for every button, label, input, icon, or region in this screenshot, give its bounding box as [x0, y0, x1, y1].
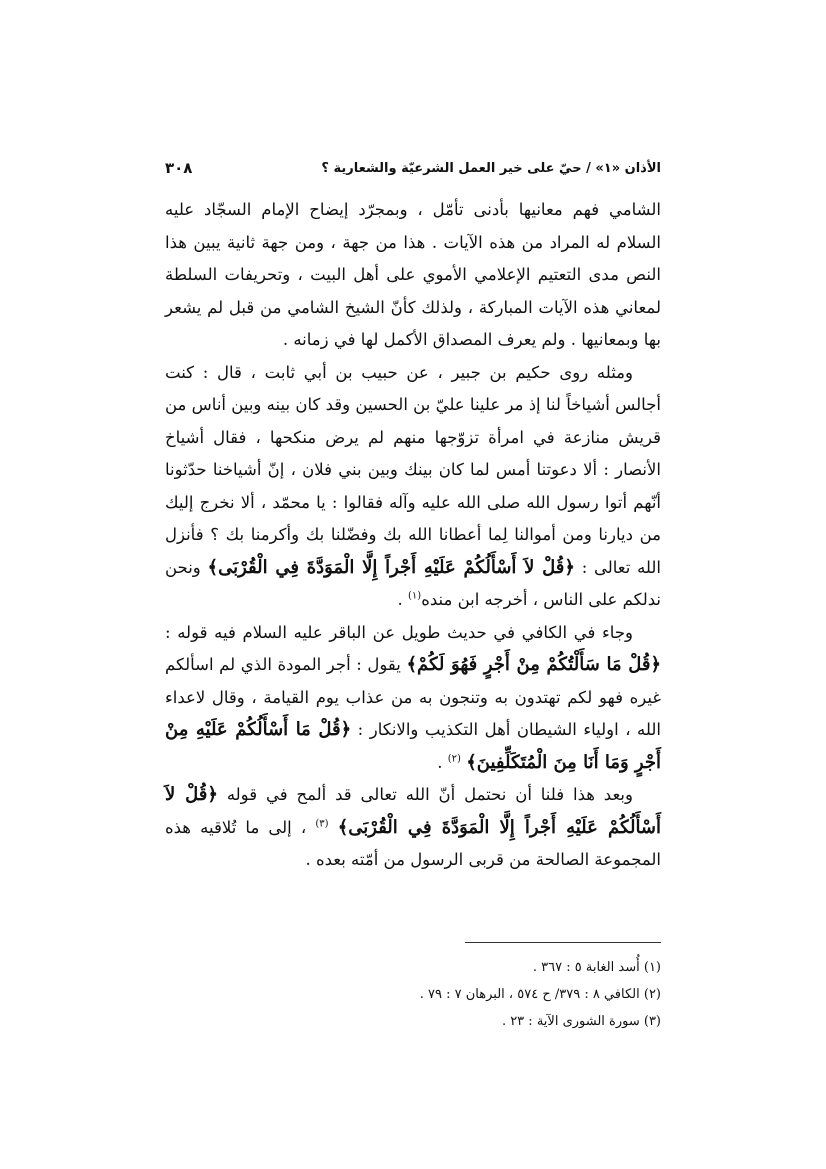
footnote-ref-2: (٢) [447, 753, 461, 764]
paragraph-4 [165, 779, 661, 877]
paragraph-4-text-a: وبعد هذا فلنا أن نحتمل أنّ الله تعالى قد ألمح في قوله [226, 785, 633, 804]
page-header [165, 155, 661, 181]
quran-verse-4: ﴿قُلْ لاَ أَسْأَلُكُمْ عَلَيْهِ أَجْراً إِلَّا الْمَوَدَّةَ فِي الْقُرْبَى﴾ [165, 784, 662, 838]
body-text [165, 194, 661, 877]
quran-verse-3: ﴿قُلْ مَا أَسْأَلُكُمْ عَلَيْهِ مِنْ أَجْرٍ وَمَا أَنَا مِنَ الْمُتَكَلِّفِينَ﴾ [165, 719, 661, 773]
footnote-divider [465, 942, 661, 943]
page-number: ٣٠٨ [165, 159, 193, 177]
footnote-1: (١) أُسد الغابة ٥ : ٣٦٧ . [532, 960, 661, 975]
paragraph-1 [165, 194, 661, 357]
paragraph-3-end: . [437, 752, 448, 772]
paragraph-2-end: . [397, 590, 409, 609]
paragraph-3-text-b: يقول : أجر المودة الذي لم اسألكم غيره فهو لكم تهتدون به وتنجون به من عذاب يوم القيامة ، وقال لاعداء الله ، اولياء الشيطان أهل التكذيب والانكار : [165, 655, 661, 739]
footnote-ref-3: (٣) [315, 818, 329, 829]
paragraph-2-text-a: ومثله روى حكيم بن جبير ، عن حبيب بن أبي ثابت ، قال : كنت أجالس أشياخاً لنا إذ مر علينا عليّ بن الحسين وقد كان بينه وبين أناس من قريش منازعة في امرأة تزوّجها منهم لم يرض منكحها ، فقال أشياخ الأنصار : ألا دعوتنا أمس لما كان بينك وبين بني فلان ، إنّ أشياخنا حدّثونا أنّهم أتوا رسول الله صلى الله عليه وآله فقالوا : يا محمّد ، ألا نخرج إليك من ديارنا ومن أموالنا لِما أعطانا الله بك وفضّلنا بك وأكرمنا بك ؟ فأنزل الله تعالى : [165, 362, 661, 577]
paragraph-3-text-a: وجاء في الكافي في حديث طويل عن الباقر عليه السلام فيه قوله : [165, 622, 633, 642]
running-title: الأذان «١» / حيّ على خير العمل الشرعيّة والشعارية ؟ [321, 160, 661, 176]
footnote-ref-1: (١) [408, 590, 422, 602]
paragraph-4-text-b: ، إلى ما تُلاقيه هذه المجموعة الصالحة من قربى الرسول من أمّته بعده . [165, 817, 661, 869]
quran-verse-2: ﴿قُلْ مَا سَأَلْتُكُمْ مِنْ أَجْرٍ فَهُوَ لَكُمْ﴾ [406, 654, 661, 675]
paragraph-1-text: الشامي فهم معانيها بأدنى تأمّل ، وبمجرّد إيضاح الإمام السجّاد عليه السلام له المراد من هذه الآيات . هذا من جهة ، ومن جهة ثانية يبين هذا النص مدى التعتيم الإعلامي الأموي على أهل البيت ، وتحريفات السلطة لمعاني هذه الآيات المباركة ، ولذلك كأنّ الشيخ الشامي من قبل لم يشعر بها وبمعانيها . ولم يعرف المصداق الأكمل لها في زمانه . [165, 200, 661, 349]
footnote-3: (٣) سورة الشورى الآية : ٢٣ . [501, 1014, 661, 1029]
quran-verse-1: ﴿قُلْ لاَ أَسْأَلُكُمْ عَلَيْهِ أَجْراً إِلَّا الْمَوَدَّةَ فِي الْقُرْبَى﴾ [207, 556, 575, 578]
footnotes [165, 954, 661, 1035]
paragraph-2-text-b: ونحن ندلكم على الناس ، أخرجه ابن منده [165, 557, 661, 609]
paragraph-3 [165, 617, 661, 780]
paragraph-2 [165, 357, 661, 617]
footnote-2: (٢) الكافي ٨ : ٣٧٩/ ح ٥٧٤ ، البرهان ٧ : ٧٩ . [419, 987, 661, 1002]
